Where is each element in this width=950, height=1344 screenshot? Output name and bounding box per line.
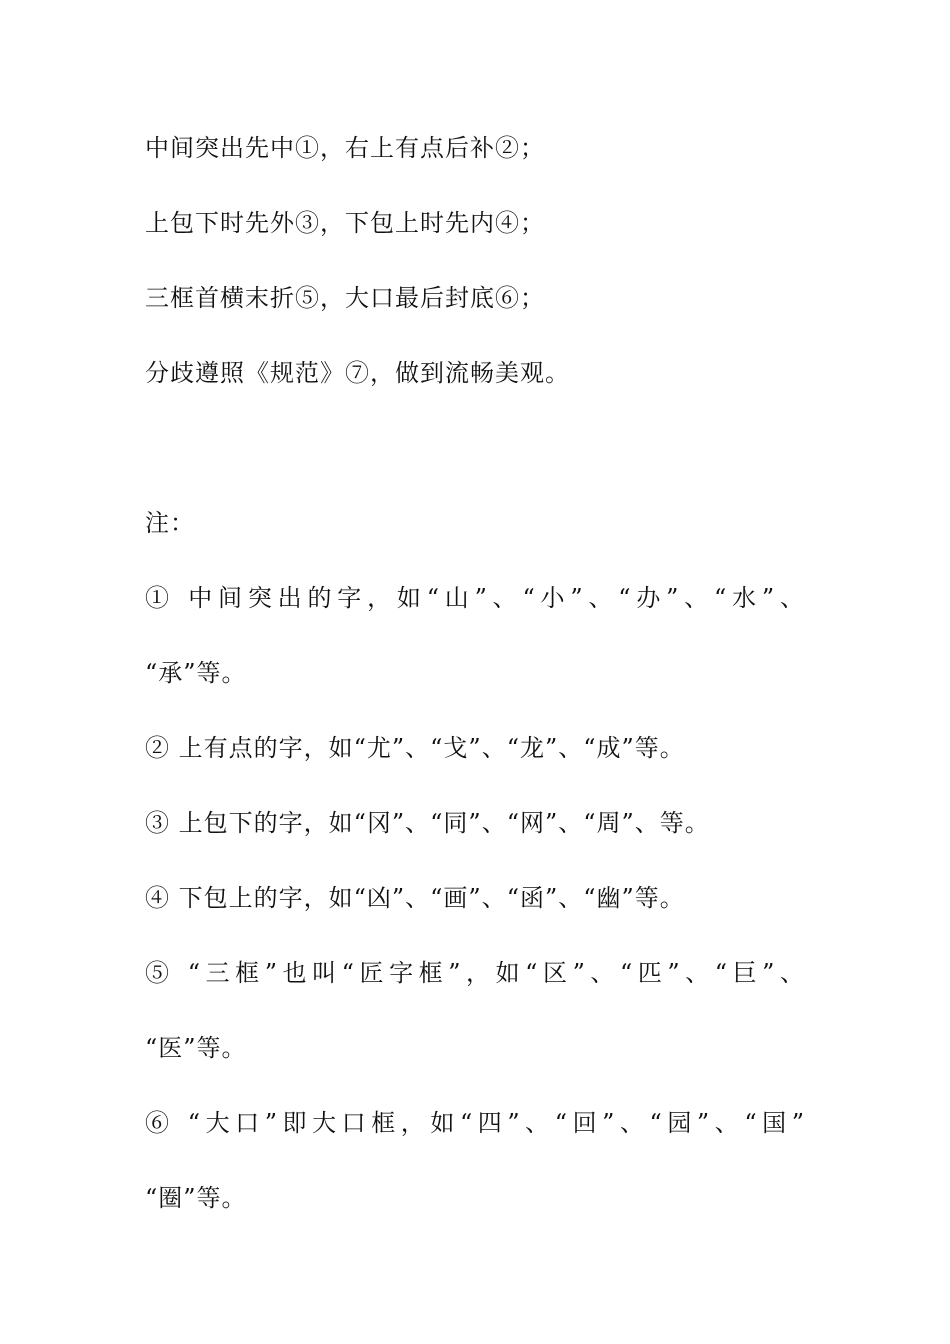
note-5-line-2: “医”等。 bbox=[145, 1034, 247, 1062]
note-1-line-2: “承”等。 bbox=[145, 659, 247, 687]
verse-line-3: 三框首横末折⑤，大口最后封底⑥； bbox=[145, 284, 545, 312]
verse-line-1: 中间突出先中①，右上有点后补②； bbox=[145, 134, 545, 162]
verse-line-4: 分歧遵照《规范》⑦，做到流畅美观。 bbox=[145, 359, 570, 387]
note-3: ③ 上包下的字，如“冈”、“同”、“网”、“周”、等。 bbox=[145, 809, 710, 837]
note-4: ④ 下包上的字，如“凶”、“画”、“函”、“幽”等。 bbox=[145, 884, 685, 912]
note-1-line-1: ① 中间突出的字，如“山”、“小”、“办”、“水”、 bbox=[145, 584, 805, 612]
note-6-line-2: “圈”等。 bbox=[145, 1184, 247, 1212]
notes-heading: 注： bbox=[145, 509, 195, 537]
note-6-line-1: ⑥ “大口”即大口框，如“四”、“回”、“园”、“国” bbox=[145, 1109, 805, 1137]
note-5-line-1: ⑤ “三框”也叫“匠字框”，如“区”、“匹”、“巨”、 bbox=[145, 959, 805, 987]
verse-line-2: 上包下时先外③，下包上时先内④； bbox=[145, 209, 545, 237]
note-2: ② 上有点的字，如“尤”、“戈”、“龙”、“成”等。 bbox=[145, 734, 685, 762]
